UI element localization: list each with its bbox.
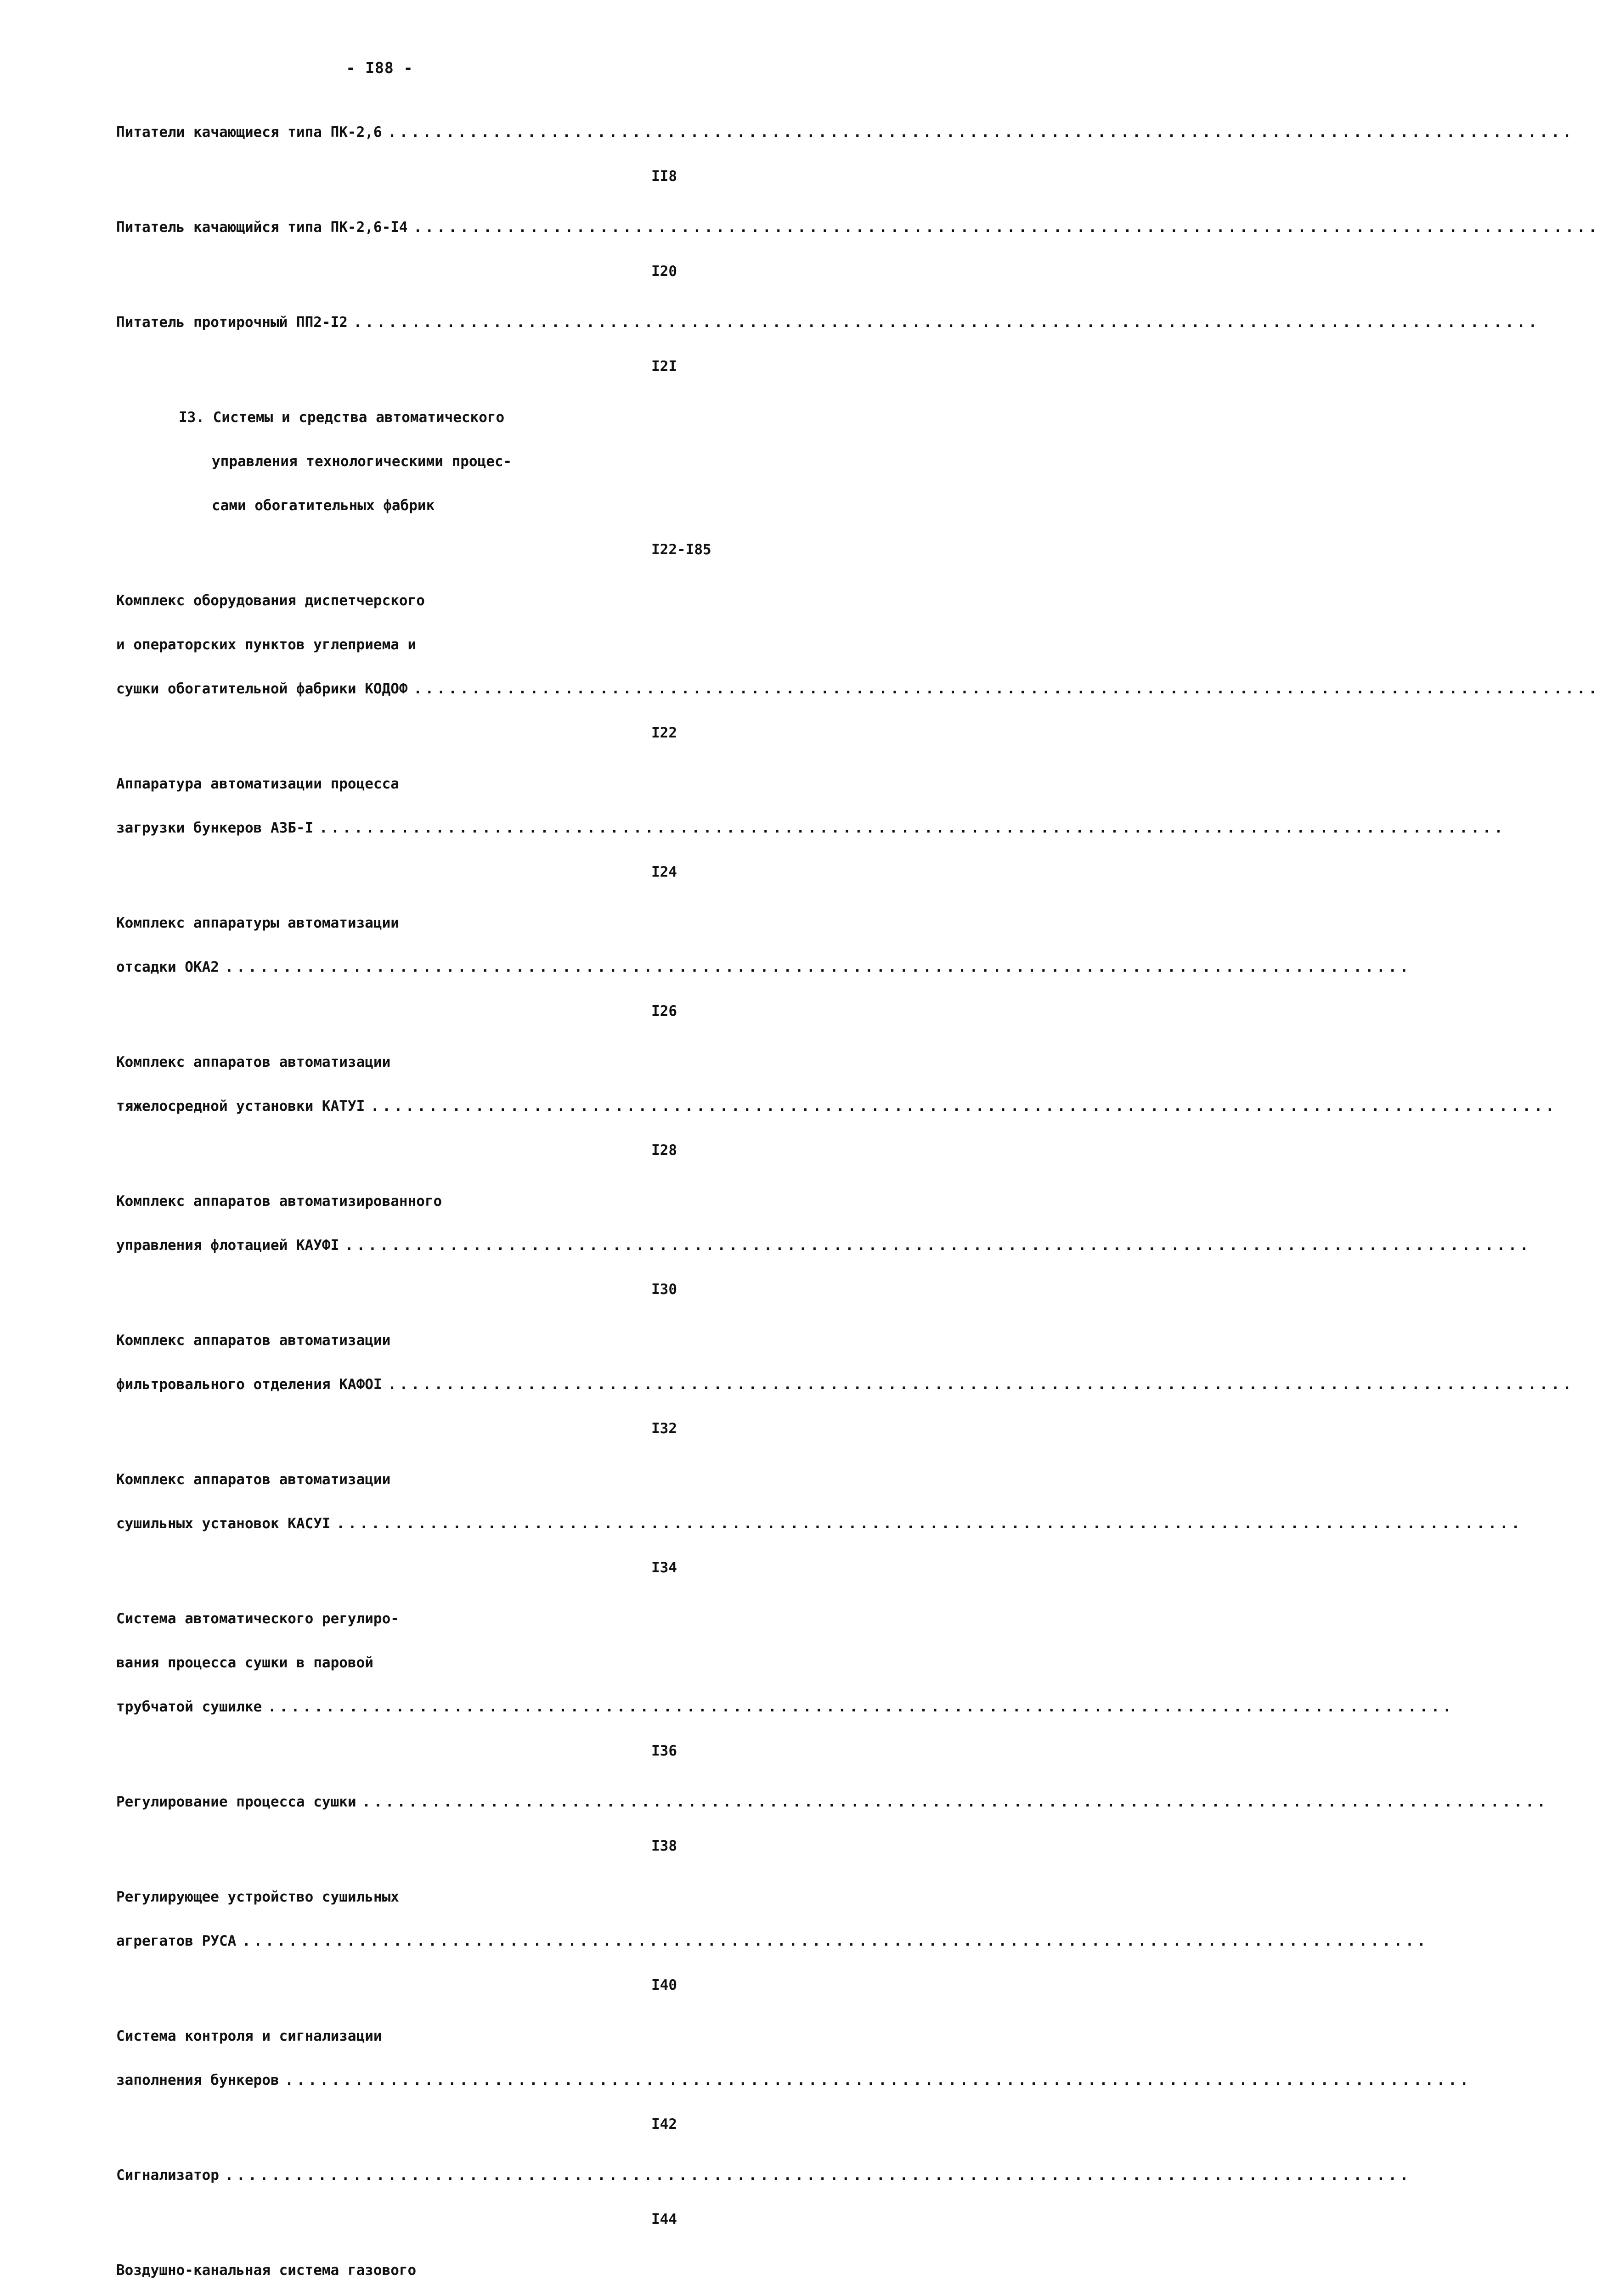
toc-entry: Регулирование процесса сушки . . . I38 xyxy=(116,1765,709,1853)
toc-entry: Питатели качающиеся типа ПК-2,6 . . . II8 xyxy=(116,96,709,184)
page-reference: I24 xyxy=(651,864,677,880)
toc-entry: Комплекс аппаратов автоматизированного управления флотацией КАУФI . . . I30 xyxy=(116,1165,709,1297)
page-reference: II8 xyxy=(651,168,677,185)
toc-entry: Комплекс аппаратов автоматизации сушильных установок КАСУI . . . I34 xyxy=(116,1443,709,1575)
page-reference: I44 xyxy=(651,2211,677,2228)
page-reference: I20 xyxy=(651,263,677,280)
page-reference: I40 xyxy=(651,1977,677,1993)
page-reference: I32 xyxy=(651,1420,677,1437)
toc-entry: Система контроля и сигнализации заполнения бункеров . . . I42 xyxy=(116,1999,709,2132)
toc-entry: Воздушно-канальная система газового xyxy=(116,2262,417,2279)
page-reference: I34 xyxy=(651,1559,677,1576)
page-reference: I28 xyxy=(651,1142,677,1159)
toc-entry: Регулирующее устройство сушильных агрегатов РУСА . . . I40 xyxy=(116,1860,709,1992)
page-reference: I30 xyxy=(651,1281,677,1298)
toc-entry: Питатель протирочный ПП2-I2 . . . I2I xyxy=(116,286,709,374)
toc-entry: Комплекс аппаратов автоматизации тяжелосредной установки КАТУI . . . I28 xyxy=(116,1025,709,1158)
page-number: - I88 - xyxy=(346,59,413,77)
table-of-contents xyxy=(116,96,709,2296)
page-reference: I38 xyxy=(651,1838,677,1854)
page-reference: I22 xyxy=(651,725,677,741)
document-page xyxy=(0,0,759,2279)
toc-entry: Комплекс аппаратуры автоматизации отсадки ОКА2 . . . I26 xyxy=(116,886,709,1019)
toc-entry: Система автоматического регулиро- вания процесса сушки в паровой трубчатой сушилке . . . I36 xyxy=(116,1582,709,1758)
page-reference: I42 xyxy=(651,2116,677,2133)
toc-entry: Питатель качающийся типа ПК-2,6-I4 . . . I20 xyxy=(116,191,709,279)
toc-entry: Комплекс аппаратов автоматизации фильтровального отделения КАФОI . . . I32 xyxy=(116,1304,709,1436)
page-reference: I22-I85 xyxy=(651,541,711,558)
page-reference: I36 xyxy=(651,1743,677,1759)
page-reference: I26 xyxy=(651,1003,677,1019)
page-reference: I2I xyxy=(651,358,677,375)
toc-entry: Комплекс оборудования диспетчерского и операторских пунктов углеприема и сушки обогатительной фабрики КОДОФ . . . I22 xyxy=(116,564,709,740)
toc-entry: Аппаратура автоматизации процесса загрузки бункеров АЗБ-I . . . I24 xyxy=(116,747,709,879)
toc-entry: Сигнализатор . . . I44 xyxy=(116,2138,709,2227)
toc-section-heading: I3. Системы и средства автоматического управления технологическими процес- сами обогатительных фабрик I22-I85 xyxy=(179,409,711,558)
